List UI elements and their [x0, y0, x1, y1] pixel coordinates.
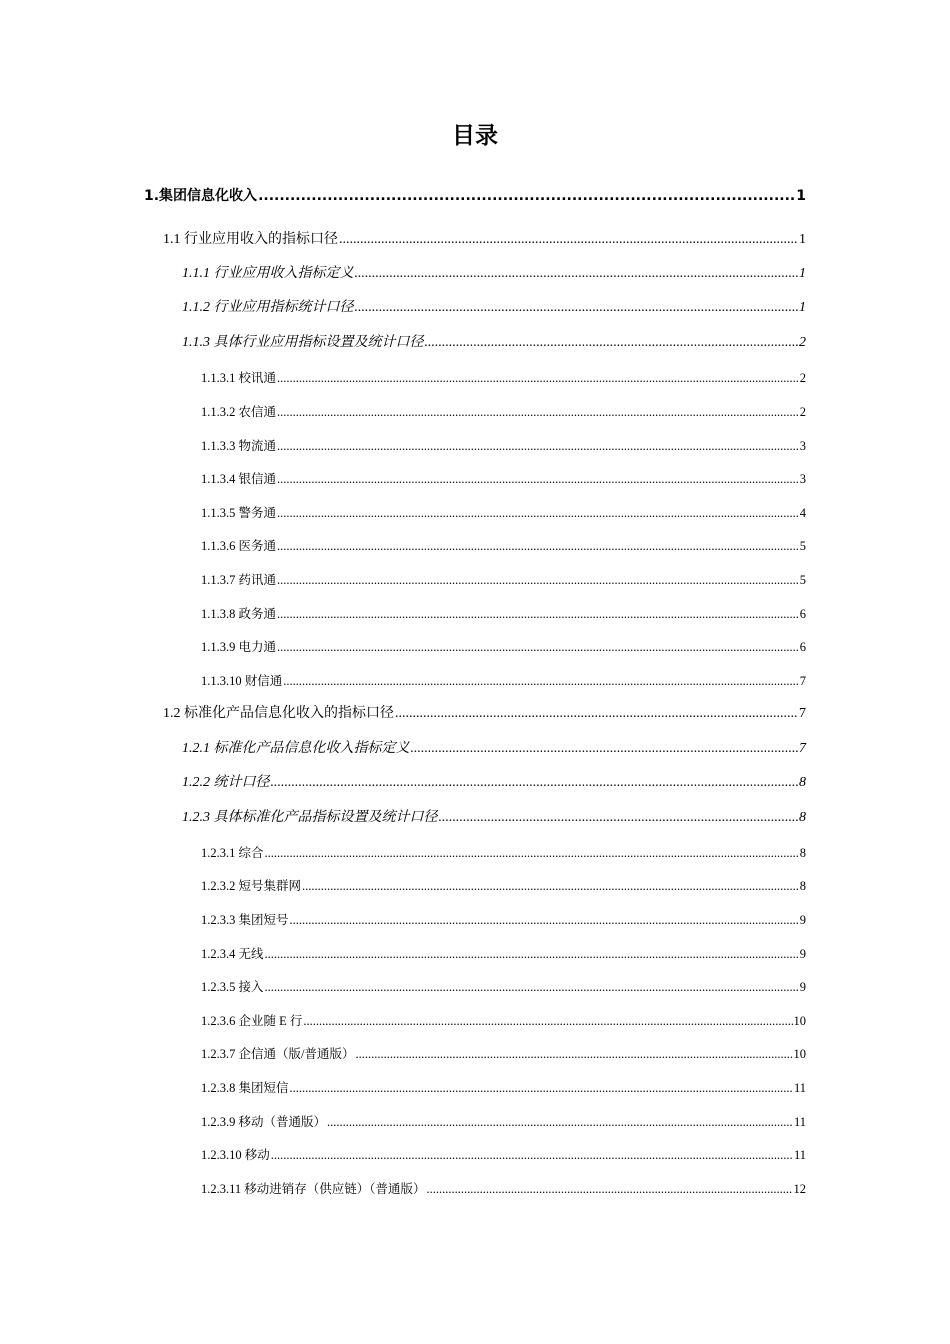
toc-dot-leader [271, 771, 799, 795]
toc-entry[interactable] [201, 975, 806, 999]
toc-dot-leader [277, 534, 799, 558]
toc-entry-label: 1.1.3.10 财信通 [201, 674, 283, 688]
toc-entry[interactable] [201, 1110, 806, 1134]
toc-entry[interactable] [201, 602, 806, 626]
toc-entry-page-number: 11 [793, 1148, 806, 1162]
toc-dot-leader [355, 1042, 792, 1066]
toc-entry[interactable] [201, 635, 806, 659]
toc-dot-leader [265, 975, 799, 999]
toc-entry-label: 1.2.3.8 集团短信 [201, 1081, 289, 1095]
toc-dot-leader [427, 1177, 793, 1201]
toc-entry[interactable] [182, 737, 806, 761]
toc-entry-label: 1.1.1 行业应用收入指标定义 [182, 266, 354, 281]
toc-dot-leader [277, 434, 799, 458]
toc-entry[interactable] [182, 771, 806, 795]
toc-entry-page-number: 9 [799, 947, 806, 961]
toc-dot-leader [277, 602, 799, 626]
toc-entry[interactable] [201, 534, 806, 558]
toc-entry[interactable] [201, 1143, 806, 1167]
toc-entry-page-number: 9 [799, 980, 806, 994]
toc-entry[interactable] [201, 908, 806, 932]
toc-entry[interactable] [182, 296, 806, 320]
toc-entry[interactable] [201, 1042, 806, 1066]
toc-dot-leader [258, 184, 795, 208]
toc-entry[interactable] [163, 702, 806, 726]
toc-dot-leader [355, 262, 799, 286]
toc-entry-label: 1.2.3.10 移动 [201, 1148, 270, 1162]
toc-entry-page-number: 7 [799, 674, 806, 688]
toc-entry[interactable] [201, 1076, 806, 1100]
toc-entry-page-number: 11 [793, 1115, 806, 1129]
toc-entry-page-number: 4 [799, 506, 806, 520]
toc-entry-label: 1.2.3.2 短号集群网 [201, 879, 302, 893]
toc-entry[interactable] [201, 942, 806, 966]
toc-entry-label: 1.1.3.4 银信通 [201, 472, 277, 486]
toc-entry-page-number: 6 [799, 640, 806, 654]
toc-title: 目录 [452, 123, 498, 149]
toc-entry-label: 1.2.3.11 移动进销存（供应链）（普通版） [201, 1182, 426, 1196]
toc-entry[interactable] [182, 262, 806, 286]
toc-dot-leader [265, 942, 799, 966]
toc-entry-label: 1.1.3.3 物流通 [201, 439, 277, 453]
toc-dot-leader [277, 400, 799, 424]
toc-entry-page-number: 7 [799, 741, 806, 756]
toc-entry[interactable] [201, 1009, 806, 1033]
toc-entry[interactable] [201, 1177, 806, 1201]
toc-entry-page-number: 11 [793, 1081, 806, 1095]
toc-entry-page-number: 1 [799, 266, 806, 281]
toc-entry[interactable] [182, 806, 806, 830]
toc-dot-leader [395, 702, 798, 726]
toc-dot-leader [339, 228, 798, 252]
toc-entry-label: 1.1.3.6 医务通 [201, 539, 277, 553]
toc-entry[interactable] [201, 501, 806, 525]
toc-entry[interactable] [201, 669, 806, 693]
toc-dot-leader [411, 737, 799, 761]
toc-entry-page-number: 8 [799, 810, 806, 825]
toc-entry-page-number: 12 [793, 1182, 806, 1196]
toc-entry-label: 1.1 行业应用收入的指标口径 [163, 232, 338, 247]
toc-entry-page-number: 1 [799, 300, 806, 315]
toc-entry-page-number: 8 [799, 775, 806, 790]
toc-entry-label: 1.2.3.5 接入 [201, 980, 264, 994]
toc-entry[interactable] [144, 184, 806, 208]
toc-entry[interactable] [201, 841, 806, 865]
toc-entry-page-number: 2 [799, 335, 806, 350]
toc-entry-label: 1.2.3.4 无线 [201, 947, 264, 961]
toc-dot-leader [283, 669, 798, 693]
toc-entry-label: 1.1.3.8 政务通 [201, 607, 277, 621]
toc-dot-leader [277, 501, 799, 525]
toc-entry-page-number: 1 [799, 232, 806, 247]
toc-dot-leader [290, 908, 799, 932]
toc-entry-label: 1.2 标准化产品信息化收入的指标口径 [163, 706, 394, 721]
toc-dot-leader [327, 1110, 793, 1134]
toc-entry-page-number: 3 [799, 472, 806, 486]
toc-dot-leader [355, 296, 799, 320]
toc-entry-page-number: 10 [793, 1047, 806, 1061]
toc-entry-page-number: 1 [796, 188, 806, 204]
toc-entry[interactable] [201, 366, 806, 390]
toc-entry-label: 1.2.2 统计口径 [182, 775, 270, 790]
toc-entry-label: 1.1.3.2 农信通 [201, 405, 277, 419]
toc-entry-page-number: 5 [799, 573, 806, 587]
toc-entry-page-number: 8 [799, 846, 806, 860]
toc-entry-page-number: 2 [799, 371, 806, 385]
toc-entry-label: 1.2.3.7 企信通（版/普通版） [201, 1047, 355, 1061]
toc-entry-page-number: 7 [799, 706, 806, 721]
toc-entry-label: 1.1.3 具体行业应用指标设置及统计口径 [182, 335, 424, 350]
toc-dot-leader [302, 874, 799, 898]
toc-entry-page-number: 3 [799, 439, 806, 453]
toc-entry-label: 1.2.3.6 企业随 E 行 [201, 1014, 303, 1028]
toc-entry-page-number: 6 [799, 607, 806, 621]
toc-entry[interactable] [201, 434, 806, 458]
toc-entry-label: 1.1.3.5 警务通 [201, 506, 277, 520]
toc-dot-leader [303, 1009, 792, 1033]
toc-entry[interactable] [201, 400, 806, 424]
toc-entry[interactable] [182, 331, 806, 355]
toc-entry-label: 1.2.3.3 集团短号 [201, 913, 289, 927]
toc-dot-leader [271, 1143, 793, 1167]
toc-entry[interactable] [201, 467, 806, 491]
toc-dot-leader [265, 841, 799, 865]
toc-entry-label: 1.2.3 具体标准化产品指标设置及统计口径 [182, 810, 438, 825]
toc-entry[interactable] [163, 228, 806, 252]
toc-entry-label: 1.1.3.9 电力通 [201, 640, 277, 654]
toc-dot-leader [425, 331, 799, 355]
toc-dot-leader [277, 467, 799, 491]
toc-entry[interactable] [201, 874, 806, 898]
toc-dot-leader [439, 806, 799, 830]
toc-entry-page-number: 9 [799, 913, 806, 927]
toc-entry-label: 1.2.3.9 移动（普通版） [201, 1115, 327, 1129]
toc-entry-label: 1.2.1 标准化产品信息化收入指标定义 [182, 741, 410, 756]
toc-entry[interactable] [201, 568, 806, 592]
toc-entry-label: 1.1.3.1 校讯通 [201, 371, 277, 385]
toc-entry-page-number: 5 [799, 539, 806, 553]
toc-entry-label: 1.2.3.1 综合 [201, 846, 264, 860]
toc-entry-page-number: 10 [793, 1014, 806, 1028]
toc-dot-leader [290, 1076, 793, 1100]
toc-entry-label: 1.1.3.7 药讯通 [201, 573, 277, 587]
toc-entry-page-number: 8 [799, 879, 806, 893]
toc-entry-page-number: 2 [799, 405, 806, 419]
toc-entry-label: 1.集团信息化收入 [144, 188, 258, 204]
toc-entry-label: 1.1.2 行业应用指标统计口径 [182, 300, 354, 315]
toc-dot-leader [277, 366, 799, 390]
toc-dot-leader [277, 568, 799, 592]
toc-dot-leader [277, 635, 799, 659]
